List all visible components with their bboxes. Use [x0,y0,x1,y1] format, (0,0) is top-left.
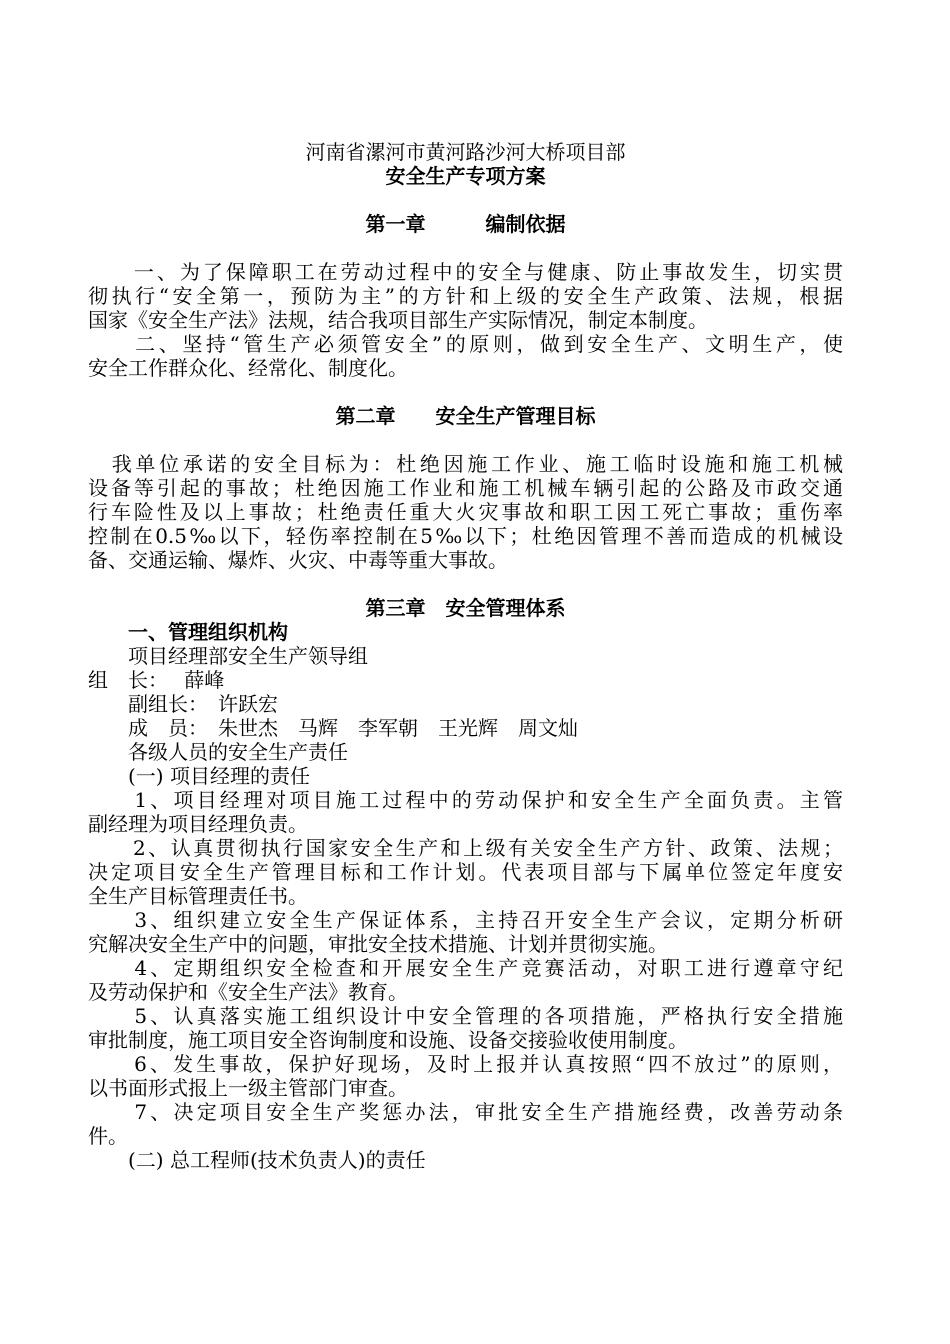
paragraph-line: 各级人员的安全生产责任 [88,740,348,764]
paragraph-line: 3、组织建立安全生产保证体系，主持召开安全生产会议，定期分析研 [88,908,843,932]
paragraph-line: 设备等引起的事故；杜绝因施工作业和施工机械车辆引起的公路及市政交通 [88,476,843,500]
document-body [88,140,843,1172]
paragraph-line: 国家《安全生产法》法规，结合我项目部生产实际情况，制定本制度。 [88,308,708,332]
paragraph-line: 7、决定项目安全生产奖惩办法，审批安全生产措施经费，改善劳动条 [88,1100,843,1124]
paragraph-line: 行车险性及以上事故；杜绝责任重大火灾事故和职工因工死亡事故；重伤率 [88,500,843,524]
paragraph-line: 6、发生事故，保护好现场，及时上报并认真按照“四不放过”的原则， [88,1052,843,1076]
section-heading: 一、管理组织机构 [88,620,288,644]
paragraph-line: 安全工作群众化、经常化、制度化。 [88,356,408,380]
paragraph-line: 彻执行“安全第一，预防为主”的方针和上级的安全生产政策、法规，根据 [88,284,843,308]
paragraph-line: 一、为了保障职工在劳动过程中的安全与健康、防止事故发生，切实贯 [88,260,843,284]
paragraph-line: 项目经理部安全生产领导组 [88,644,368,668]
paragraph-line: 控制在0.5‰以下，轻伤率控制在5‰以下；杜绝因管理不善而造成的机械设 [88,524,843,548]
paragraph-line: (二) 总工程师(技术负责人)的责任 [88,1148,426,1172]
paragraph-line: 2、认真贯彻执行国家安全生产和上级有关安全生产方针、政策、法规； [88,836,843,860]
paragraph-line: 成 员： 朱世杰 马辉 李军朝 王光辉 周文灿 [88,716,578,740]
paragraph-line: 备、交通运输、爆炸、火灾、中毒等重大事故。 [88,548,508,572]
paragraph-line: 究解决安全生产中的问题，审批安全技术措施、计划并贯彻实施。 [88,932,668,956]
paragraph-line: 1、项目经理对项目施工过程中的劳动保护和安全生产全面负责。主管 [88,788,843,812]
paragraph-line: 4、定期组织安全检查和开展安全生产竞赛活动，对职工进行遵章守纪 [88,956,843,980]
paragraph-line: 组 长： 薛峰 [88,668,225,692]
paragraph-line: 副经理为项目经理负责。 [88,812,308,836]
org-name: 河南省漯河市黄河路沙河大桥项目部 [305,140,626,164]
paragraph-line: 件。 [88,1124,128,1148]
paragraph-line: 我单位承诺的安全目标为：杜绝因施工作业、施工临时设施和施工机械 [88,452,843,476]
paragraph-line: 以书面形式报上一级主管部门审查。 [88,1076,408,1100]
chapter-2-heading: 第二章 安全生产管理目标 [335,404,596,428]
paragraph-line: 5、认真落实施工组织设计中安全管理的各项措施，严格执行安全措施 [88,1004,843,1028]
paragraph-line: 二、坚持“管生产必须管安全”的原则，做到安全生产、文明生产，使 [88,332,843,356]
paragraph-line: 决定项目安全生产管理目标和工作计划。代表项目部与下属单位签定年度安 [88,860,843,884]
paragraph-line: (一) 项目经理的责任 [88,764,310,788]
chapter-3-heading: 第三章 安全管理体系 [365,596,566,620]
paragraph-line: 及劳动保护和《安全生产法》教育。 [88,980,408,1004]
chapter-1-heading: 第一章 编制依据 [365,212,566,236]
paragraph-line: 副组长： 许跃宏 [88,692,278,716]
paragraph-line: 审批制度，施工项目安全咨询制度和设施、设备交接验收使用制度。 [88,1028,688,1052]
paragraph-line: 全生产目标管理责任书。 [88,884,308,908]
document-title: 安全生产专项方案 [385,164,546,188]
